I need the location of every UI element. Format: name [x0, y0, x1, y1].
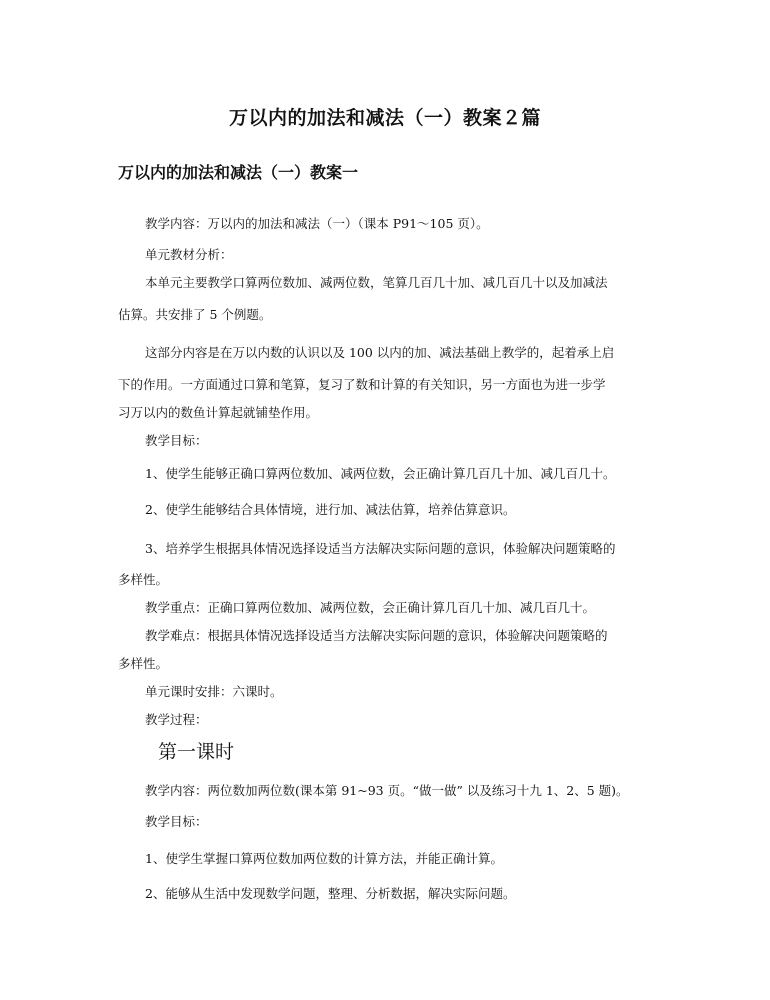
paragraph-line: 教学重点：正确口算两位数加、减两位数，会正确计算几百几十加、减几百几十。: [145, 600, 596, 615]
paragraph-line: 估算。共安排了 5 个例题。: [118, 307, 272, 322]
paragraph-line: 下的作用。一方面通过口算和笔算，复习了数和计算的有关知识，另一方面也为进一步学: [118, 377, 606, 392]
paragraph-line: 1、使学生能够正确口算两位数加、减两位数，会正确计算几百几十加、减几百几十。: [145, 466, 616, 481]
paragraph-line: 教学内容：两位数加两位数(课本第 91~93 页。“做一做” 以及练习十九 1、2、5 题)。: [145, 783, 629, 798]
lesson-heading: 第一课时: [158, 741, 235, 763]
paragraph-line: 3、培养学生根据具体情况选择设适当方法解决实际问题的意识，体验解决问题策略的: [145, 541, 616, 556]
paragraph-line: 2、使学生能够结合具体情境，进行加、减法估算，培养估算意识。: [145, 502, 516, 517]
paragraph-line: 单元教材分析：: [145, 247, 233, 262]
paragraph-line: 教学过程：: [145, 712, 208, 727]
paragraph-line: 教学目标：: [145, 433, 208, 448]
paragraph-line: 教学难点：根据具体情况选择设适当方法解决实际问题的意识，体验解决问题策略的: [145, 628, 608, 643]
paragraph-line: 这部分内容是在万以内数的认识以及 100 以内的加、减法基础上教学的，起着承上启: [145, 345, 615, 360]
paragraph-line: 多样性。: [118, 656, 169, 671]
paragraph-line: 单元课时安排：六课时。: [145, 684, 283, 699]
document-title: 万以内的加法和减法（一）教案２篇: [228, 107, 541, 129]
paragraph-line: 教学目标：: [145, 814, 208, 829]
paragraph-line: 多样性。: [118, 572, 169, 587]
paragraph-line: 1、使学生掌握口算两位数加两位数的计算方法，并能正确计算。: [145, 851, 503, 866]
paragraph-line: 习万以内的数鱼计算起就铺垫作用。: [118, 405, 319, 420]
paragraph-line: 教学内容：万以内的加法和减法（一）（课本 P91～105 页）。: [145, 216, 489, 231]
paragraph-line: 2、能够从生活中发现数学问题，整理、分析数据，解决实际问题。: [145, 886, 516, 901]
paragraph-line: 本单元主要教学口算两位数加、减两位数，笔算几百几十加、减几百几十以及加减法: [145, 275, 608, 290]
section-subtitle: 万以内的加法和减法（一）教案一: [118, 163, 359, 182]
